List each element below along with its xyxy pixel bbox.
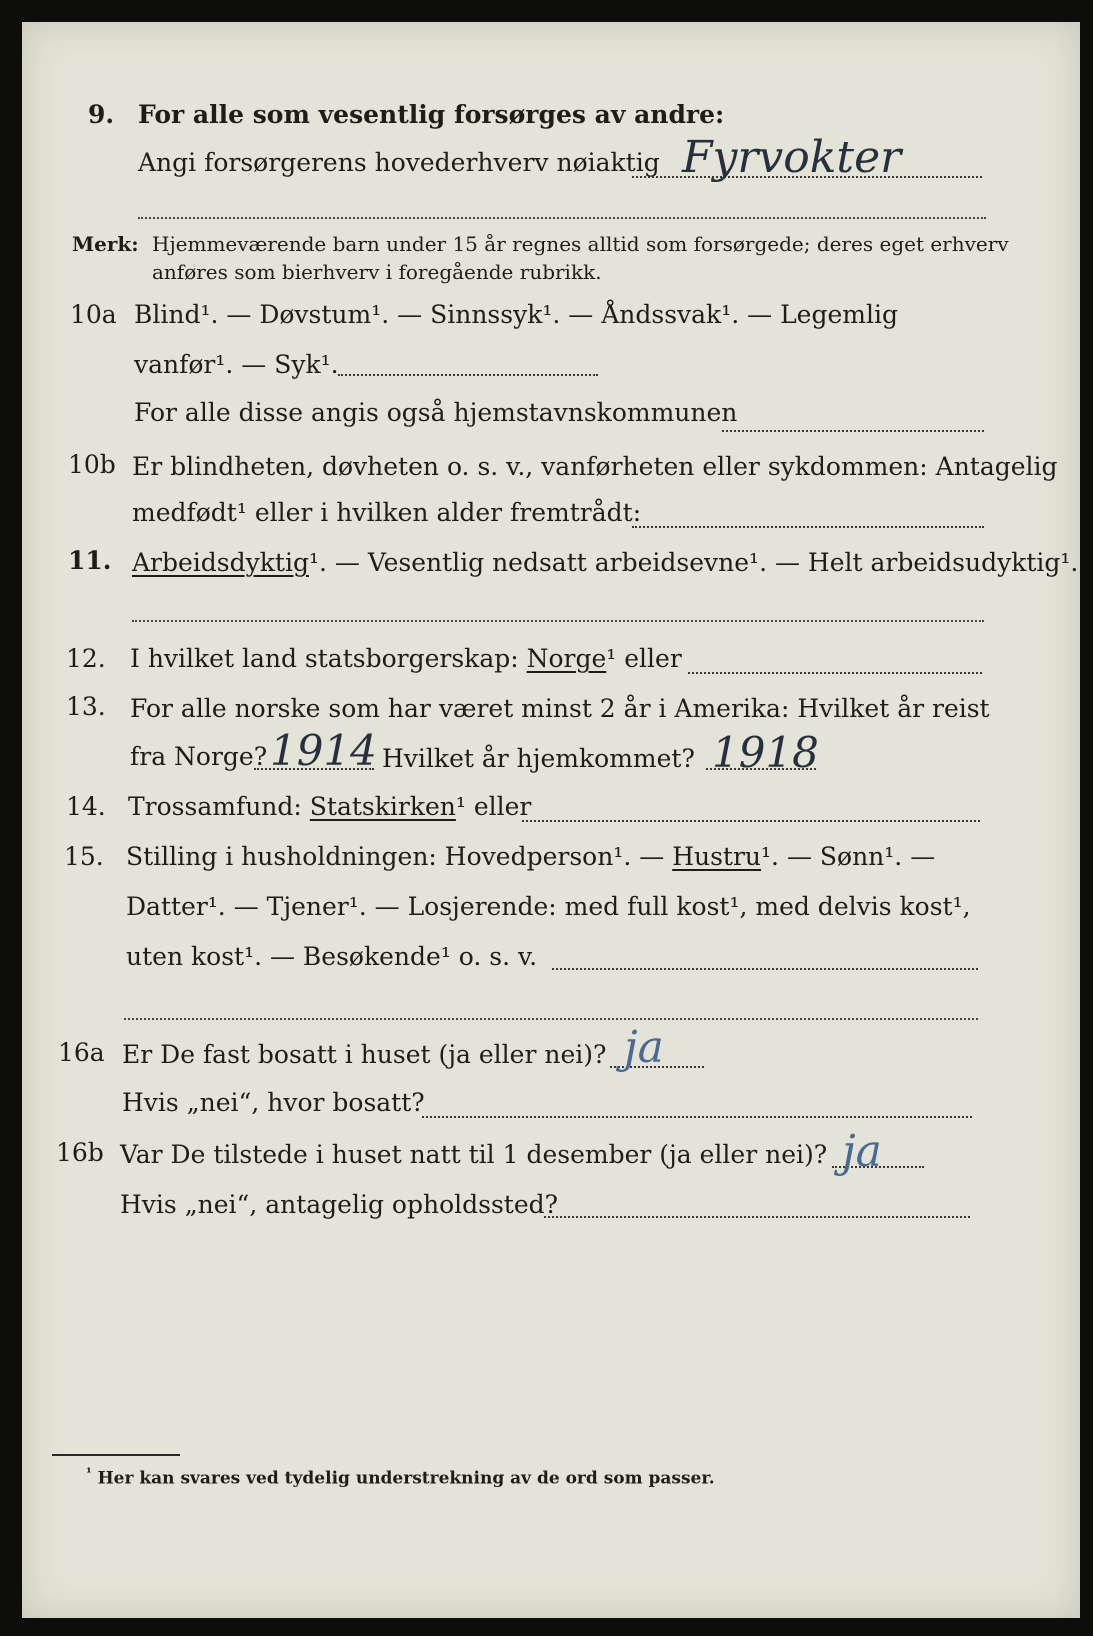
q10b-line2: medfødt¹ eller i hvilken alder fremtrådt: <box>132 498 642 527</box>
merk-label: Merk: <box>72 232 139 256</box>
merk-text-line1: Hjemmeværende barn under 15 år regnes alltid som forsørgede; deres eget erhverv <box>152 232 1009 256</box>
q15-underlined-answer: Hustru <box>672 842 762 871</box>
q11-number: 11. <box>68 546 112 575</box>
q12-answer-line <box>688 672 982 674</box>
q10a-line2: vanfør¹. — Syk¹. <box>134 350 339 379</box>
q12-line <box>130 644 682 673</box>
q10a-number: 10a <box>70 300 117 329</box>
q16a-number: 16a <box>58 1038 105 1067</box>
q9-answer-handwriting: Fyrvokter <box>682 132 902 183</box>
q15-extra-line <box>124 1018 978 1020</box>
merk-text-line2: anføres som bierhverv i foregående rubrikk. <box>152 260 602 284</box>
q13-line1: For alle norske som har været minst 2 år i Amerika: Hvilket år reist <box>130 694 990 723</box>
q9-question: Angi forsørgerens hovederhverv nøiaktig <box>138 148 660 177</box>
q16a-line1: Er De fast bosatt i huset (ja eller nei)? <box>122 1040 607 1069</box>
q15-line3: uten kost¹. — Besøkende¹ o. s. v. <box>126 942 538 971</box>
q13-line2b: Hvilket år hjemkommet? <box>382 744 695 773</box>
q12-number: 12. <box>66 644 106 673</box>
footnote-mark: ¹ <box>86 1466 92 1481</box>
q15-number: 15. <box>64 842 104 871</box>
q9-extra-line <box>138 217 986 219</box>
q13-number: 13. <box>66 692 106 721</box>
footnote-separator <box>52 1454 180 1456</box>
footnote <box>86 1466 715 1489</box>
q14-suffix: ¹ eller <box>455 792 532 821</box>
q13-line2a: fra Norge? <box>130 742 268 771</box>
q14-underlined-answer: Statskirken <box>309 792 456 821</box>
q15-line1b: ¹. — Sønn¹. — <box>761 842 936 871</box>
q14-answer-line <box>522 820 980 822</box>
q11-line <box>132 548 1078 577</box>
q9-heading: For alle som vesentlig forsørges av andre: <box>138 100 725 129</box>
q16b-location-line <box>544 1216 970 1218</box>
q14-number: 14. <box>66 792 106 821</box>
footnote-text: Her kan svares ved tydelig understrekning av de ord som passer. <box>97 1468 715 1489</box>
q16b-answer-handwriting: ja <box>842 1126 882 1177</box>
q13-answer1-handwriting: 1914 <box>270 726 377 775</box>
q16a-residence-line <box>422 1116 972 1118</box>
q12-underlined-answer: Norge <box>526 644 607 673</box>
q14-line <box>128 792 531 821</box>
q14-prefix: Trossamfund: <box>128 792 302 821</box>
q16b-line1: Var De tilstede i huset natt til 1 desember (ja eller nei)? <box>120 1140 828 1169</box>
census-form-page <box>22 22 1080 1618</box>
q11-extra-line <box>132 620 984 622</box>
q11-rest: ¹. — Vesentlig nedsatt arbeidsevne¹. — Helt arbeidsudyktig¹. <box>308 548 1079 577</box>
q12-prefix: I hvilket land statsborgerskap: <box>130 644 519 673</box>
q10b-answer-line <box>632 526 984 528</box>
q10a-answer-line <box>338 374 598 376</box>
q10b-number: 10b <box>68 450 116 479</box>
q15-answer-line <box>552 968 978 970</box>
q16b-number: 16b <box>56 1138 104 1167</box>
q15-line1 <box>126 842 935 871</box>
q16a-line2: Hvis „nei“, hvor bosatt? <box>122 1088 425 1117</box>
q10a-hometown-line <box>722 430 984 432</box>
q10a-line1: Blind¹. — Døvstum¹. — Sinnssyk¹. — Åndssvak¹. — Legemlig <box>134 300 898 329</box>
q16a-answer-handwriting: ja <box>624 1022 664 1073</box>
q15-line1a: Stilling i husholdningen: Hovedperson¹. — <box>126 842 665 871</box>
q10b-line1: Er blindheten, døvheten o. s. v., vanførheten eller sykdommen: Antagelig <box>132 452 1058 481</box>
q10a-line3: For alle disse angis også hjemstavnskommunen <box>134 398 738 427</box>
q9-number: 9. <box>88 100 115 129</box>
q13-answer2-handwriting: 1918 <box>712 728 819 777</box>
q15-line2: Datter¹. — Tjener¹. — Losjerende: med full kost¹, med delvis kost¹, <box>126 892 971 921</box>
q16b-line2: Hvis „nei“, antagelig opholdssted? <box>120 1190 559 1219</box>
q11-underlined-answer: Arbeidsdyktig <box>132 548 309 577</box>
q12-suffix: ¹ eller <box>606 644 682 673</box>
